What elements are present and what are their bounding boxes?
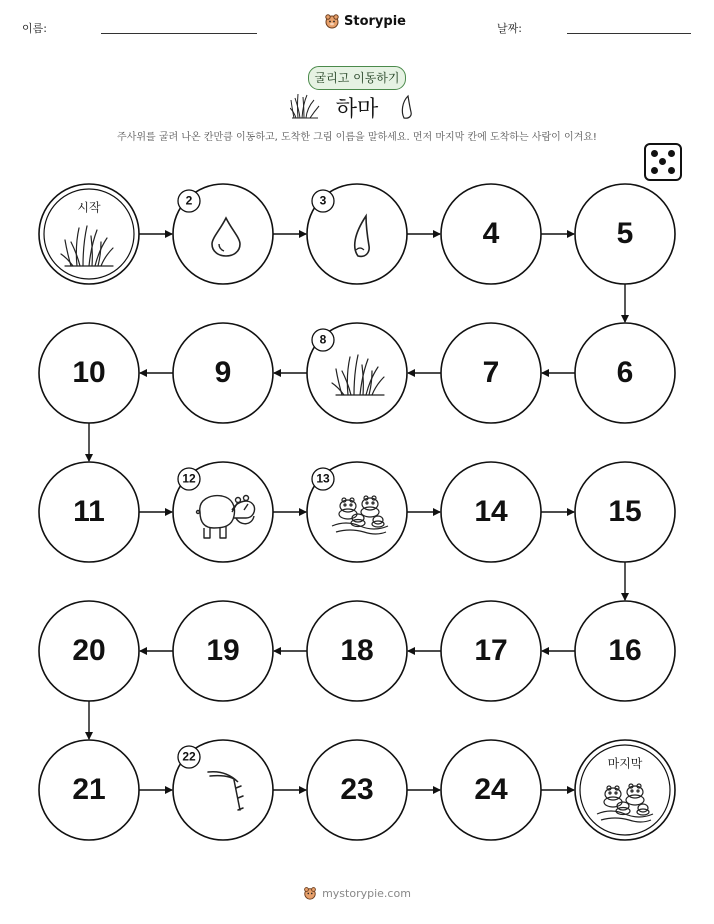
cell-number: 17: [474, 633, 508, 667]
start-cell: [39, 184, 139, 284]
board-cell: [173, 740, 273, 840]
cell-number: 2: [185, 193, 193, 208]
board-cell: [39, 323, 139, 423]
cell-number: 8: [319, 332, 327, 347]
board-cell: [441, 323, 541, 423]
cell-number: 13: [316, 471, 330, 486]
board-cell: [307, 601, 407, 701]
brand-name: Storypie: [344, 13, 406, 29]
cell-number: 7: [482, 355, 500, 389]
game-type-badge: 굴리고 이동하기: [308, 66, 406, 90]
board-cell: [575, 323, 675, 423]
cell-number: 18: [340, 633, 374, 667]
cell-number: 24: [474, 772, 508, 806]
board-cell: [575, 601, 675, 701]
board-cell: [173, 601, 273, 701]
cell-number: 21: [72, 772, 106, 806]
board-cell: [307, 462, 407, 562]
cell-number: 9: [214, 355, 232, 389]
cell-number: 22: [182, 749, 196, 764]
cell-label: 마지막: [607, 756, 643, 771]
footer-site: mystorypie.com: [322, 886, 411, 900]
game-title: 하마: [335, 97, 379, 122]
board-cell: [173, 184, 273, 284]
board-cell: [39, 740, 139, 840]
board-cell: [441, 740, 541, 840]
cell-number: 3: [319, 193, 327, 208]
storypie-footer-icon: [303, 886, 317, 900]
board-cell: [307, 184, 407, 284]
board-cell: [441, 462, 541, 562]
board-cell: [575, 462, 675, 562]
cell-number: 5: [616, 216, 634, 250]
footer: [0, 886, 714, 900]
board-cell: [307, 740, 407, 840]
board-cell: [307, 323, 407, 423]
board-cell: [39, 601, 139, 701]
cell-number: 14: [474, 494, 508, 528]
board-cell: [173, 323, 273, 423]
cell-number: 15: [608, 494, 642, 528]
board-cell: [575, 184, 675, 284]
board-cell: [173, 462, 273, 562]
board-cell: [441, 184, 541, 284]
finish-cell: [575, 740, 675, 840]
cell-number: 6: [616, 355, 634, 389]
cell-number: 16: [608, 633, 642, 667]
cell-number: 19: [206, 633, 240, 667]
cell-number: 4: [482, 216, 500, 250]
instructions: 주사위를 굴려 나온 칸만큼 이동하고, 도착한 그림 이름을 말하세요. 먼저 마지막 칸에 도착하는 사람이 이겨요!: [117, 132, 597, 143]
board-cell: [39, 462, 139, 562]
cell-number: 11: [73, 494, 105, 528]
cell-number: 10: [72, 355, 106, 389]
cell-number: 23: [340, 772, 374, 806]
cell-number: 12: [182, 471, 196, 486]
name-label: 이름:: [22, 22, 47, 35]
cell-label: 시작: [77, 200, 101, 215]
cell-number: 20: [72, 633, 106, 667]
board-cell: [441, 601, 541, 701]
date-label: 날짜:: [497, 22, 522, 35]
